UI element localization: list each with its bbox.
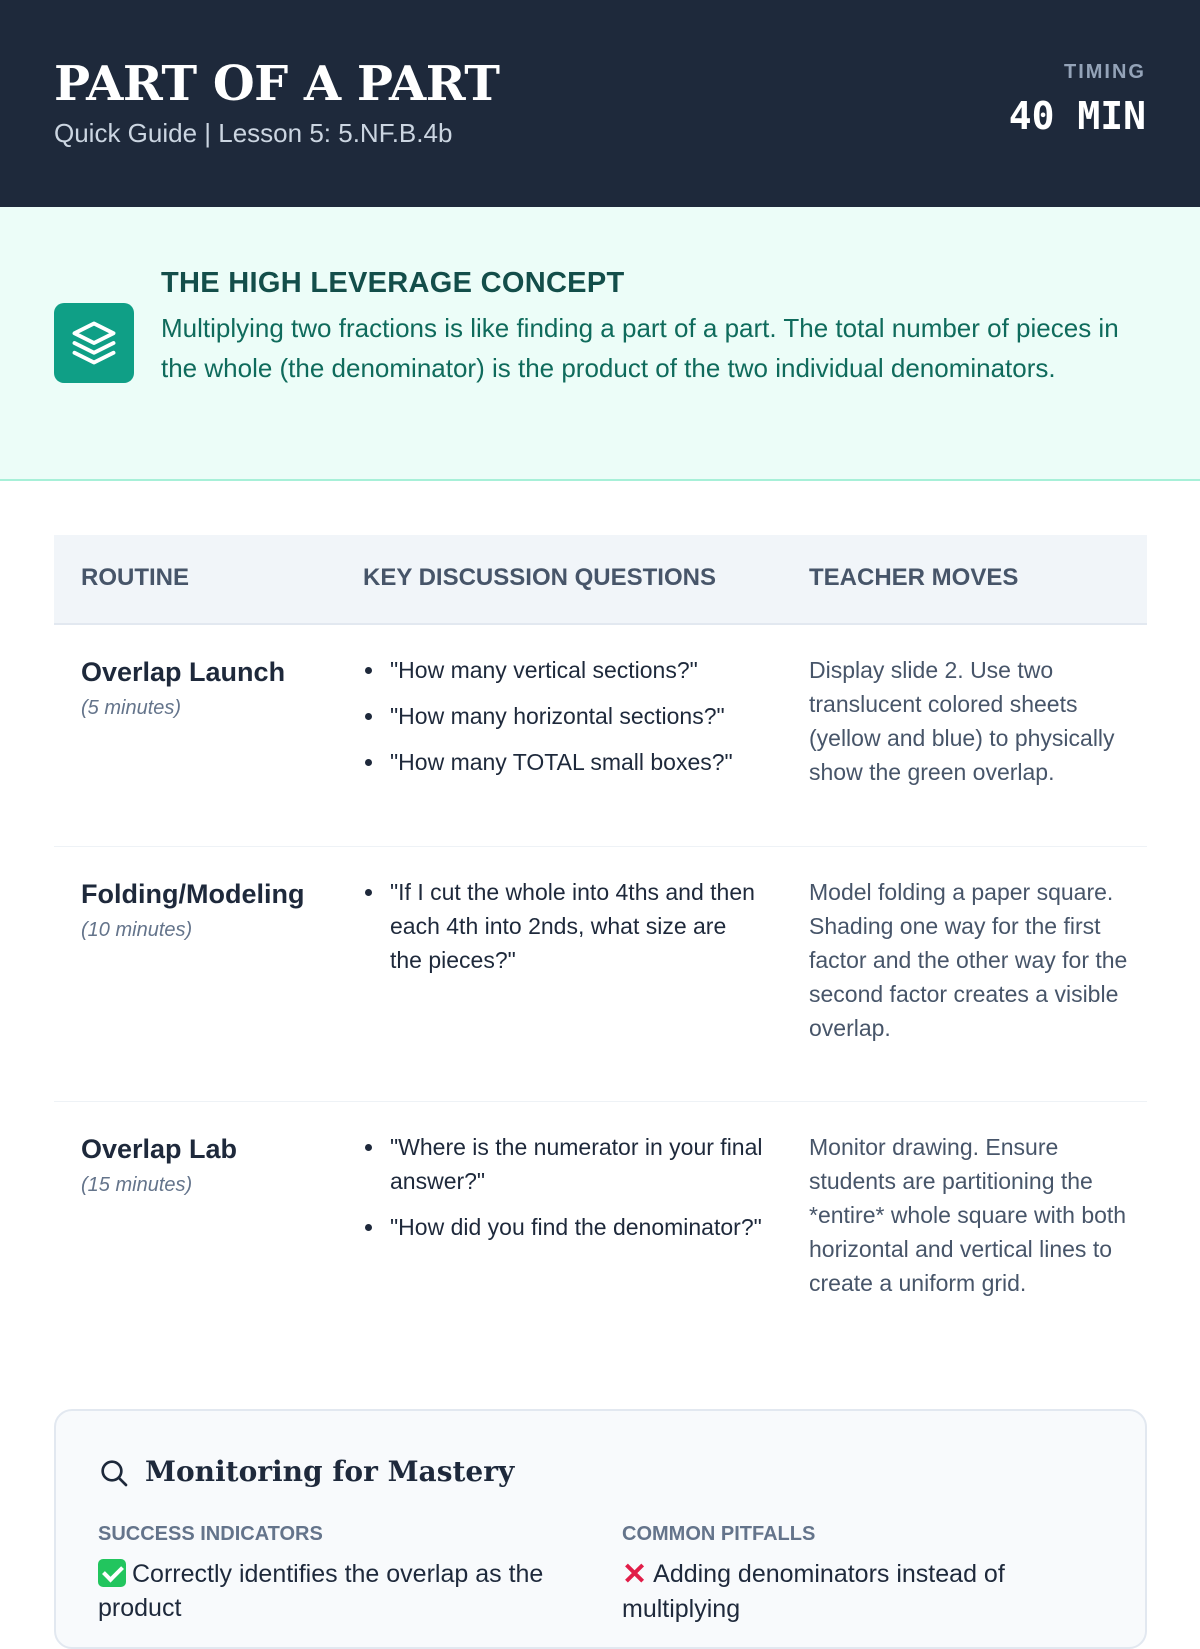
teacher-moves: Monitor drawing. Ensure students are partitioning the *entire* whole square with both horizontal and vertical lines to create a uniform grid. [809, 1134, 1127, 1296]
question-item: "How did you find the denominator?" [363, 1210, 763, 1244]
teacher-moves: Display slide 2. Use two translucent colored sheets (yellow and blue) to physically show the green overlap. [809, 657, 1115, 785]
teacher-moves: Model folding a paper square. Shading one way for the first factor and the other way for the second factor creates a visible overlap. [809, 879, 1128, 1041]
header-questions: KEY DISCUSSION QUESTIONS [363, 564, 716, 591]
layers-icon [54, 303, 134, 383]
check-icon [98, 1559, 126, 1587]
routine-time: (15 minutes) [81, 1174, 193, 1196]
monitoring-title: Monitoring for Mastery [145, 1455, 515, 1488]
question-item: "If I cut the whole into 4ths and then each 4th into 2nds, what size are the pieces?" [363, 875, 763, 977]
pitfall-item [622, 1557, 1082, 1626]
question-list [363, 875, 763, 989]
routine-name: Overlap Lab [81, 1134, 238, 1164]
question-item: "How many TOTAL small boxes?" [363, 745, 763, 779]
common-pitfalls-label: COMMON PITFALLS [622, 1523, 816, 1545]
search-icon [98, 1457, 130, 1493]
success-indicator-item [98, 1557, 558, 1625]
page-title: PART OF A PART [54, 56, 500, 112]
timing-value: 40 MIN [1008, 94, 1146, 138]
concept-text: Multiplying two fractions is like finding a part of a part. The total number of pieces in the whole (the denominator) is the product of the two individual denominators. [161, 313, 1119, 383]
routine-time: (5 minutes) [81, 697, 182, 719]
pitfall-text: Adding denominators instead of multiplying [622, 1560, 1005, 1623]
concept-banner [0, 207, 1200, 481]
table-row [54, 625, 1147, 847]
monitoring-card [54, 1409, 1147, 1649]
question-item: "Where is the numerator in your final answer?" [363, 1130, 763, 1198]
table-row [54, 1102, 1147, 1357]
table-row [54, 847, 1147, 1102]
question-list [363, 1130, 763, 1256]
page-header [0, 0, 1200, 207]
header-moves: TEACHER MOVES [809, 564, 1019, 591]
success-indicator-text: Correctly identifies the overlap as the product [98, 1560, 544, 1622]
routine-time: (10 minutes) [81, 919, 193, 941]
timing-label: TIMING [1064, 61, 1146, 83]
concept-heading: THE HIGH LEVERAGE CONCEPT [161, 267, 625, 299]
question-item: "How many horizontal sections?" [363, 699, 763, 733]
table-header [54, 535, 1147, 625]
routine-name: Overlap Launch [81, 657, 286, 687]
cross-icon: ✕ [622, 1558, 648, 1591]
question-item: "How many vertical sections?" [363, 653, 763, 687]
success-indicators-label: SUCCESS INDICATORS [98, 1523, 323, 1545]
routine-table [54, 535, 1147, 1357]
header-routine: ROUTINE [81, 564, 189, 591]
question-list [363, 653, 763, 791]
routine-name: Folding/Modeling [81, 879, 305, 909]
page-subtitle: Quick Guide | Lesson 5: 5.NF.B.4b [54, 118, 453, 148]
